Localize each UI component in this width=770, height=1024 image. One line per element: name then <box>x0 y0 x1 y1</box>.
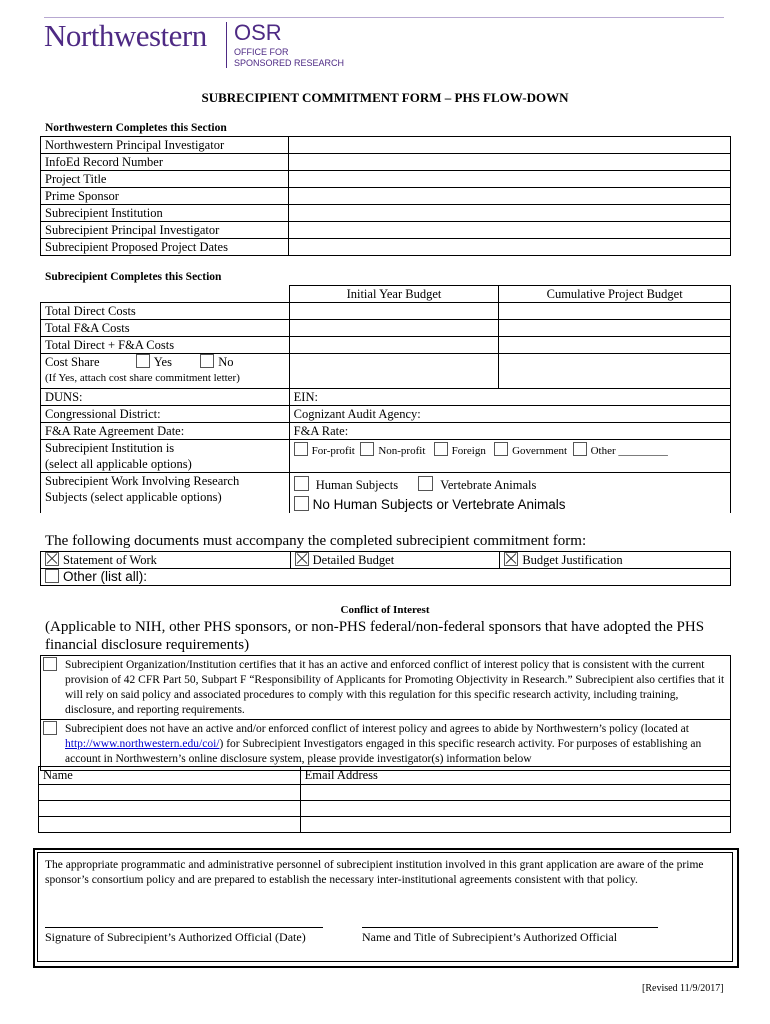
table-row <box>41 239 731 256</box>
budget-header-row <box>41 286 731 303</box>
row-label: Prime Sponsor <box>41 188 289 205</box>
email-field[interactable] <box>300 785 730 801</box>
table-row <box>41 569 731 586</box>
no-label: No <box>218 355 234 369</box>
name-header: Name <box>39 767 301 785</box>
email-field[interactable] <box>300 801 730 817</box>
other-documents-label: Other (list all): <box>63 569 148 584</box>
name-field[interactable] <box>39 801 301 817</box>
row-label: Subrecipient Principal Investigator <box>41 222 289 239</box>
total-fa-label: Total F&A Costs <box>41 320 290 337</box>
coi-no-policy-checkbox[interactable] <box>43 721 57 735</box>
cost-share-label: Cost Share <box>45 355 100 369</box>
pi-field[interactable] <box>288 137 730 154</box>
table-row <box>41 154 731 171</box>
initial-total-field[interactable] <box>289 337 499 354</box>
investigator-table <box>38 766 731 833</box>
acknowledgement-text: The appropriate programmatic and administrative personnel of subrecipient institution involved in this grant application are aware of the prime sponsor’s consortium policy and are prepared to establish the necessary inter-institutional agreements consistent with that policy. <box>45 859 704 886</box>
other-documents-checkbox[interactable] <box>45 569 59 583</box>
prime-sponsor-field[interactable] <box>288 188 730 205</box>
coi-option-row <box>41 656 731 720</box>
row-label: Subrecipient Proposed Project Dates <box>41 239 289 256</box>
cost-share-no-checkbox[interactable] <box>200 354 214 368</box>
section2-label: Subrecipient Completes this Section <box>45 271 222 283</box>
initial-cost-share-field[interactable] <box>289 354 499 389</box>
email-field[interactable] <box>300 817 730 833</box>
signature-line[interactable] <box>45 927 323 928</box>
human-subjects-checkbox[interactable] <box>294 476 309 491</box>
non-profit-checkbox[interactable] <box>360 442 374 456</box>
foreign-checkbox[interactable] <box>434 442 448 456</box>
cognizant-label[interactable]: Cognizant Audit Agency: <box>289 406 730 423</box>
section2-table <box>40 285 731 513</box>
coi-policy-checkbox[interactable] <box>43 657 57 671</box>
table-row <box>41 171 731 188</box>
no-human-vertebrate-checkbox[interactable] <box>294 496 309 511</box>
non-profit-label: Non-profit <box>378 445 426 457</box>
total-direct-label: Total Direct Costs <box>41 303 290 320</box>
human-subjects-label: Human Subjects <box>315 478 399 492</box>
section1-label: Northwestern Completes this Section <box>45 122 227 134</box>
other-label: Other _________ <box>590 445 668 457</box>
table-row <box>41 552 731 569</box>
cumulative-fa-field[interactable] <box>499 320 731 337</box>
cumulative-direct-field[interactable] <box>499 303 731 320</box>
row-label: Project Title <box>41 171 289 188</box>
foreign-label: Foreign <box>451 445 486 457</box>
coi-options-table <box>40 655 731 771</box>
coi-option-row <box>41 720 731 771</box>
other-checkbox[interactable] <box>573 442 587 456</box>
osr-subtitle-line-1: OFFICE FOR <box>234 47 289 57</box>
table-row <box>41 337 731 354</box>
logo-divider <box>226 22 227 68</box>
vertebrate-animals-checkbox[interactable] <box>418 476 433 491</box>
table-row <box>41 137 731 154</box>
table-row <box>41 320 731 337</box>
coi-label: Conflict of Interest <box>340 604 430 616</box>
project-dates-field[interactable] <box>288 239 730 256</box>
cost-share-note: (If Yes, attach cost share commitment letter) <box>45 372 240 384</box>
no-human-vertebrate-label: No Human Subjects or Vertebrate Animals <box>312 497 566 512</box>
row-label: Northwestern Principal Investigator <box>41 137 289 154</box>
table-row <box>39 785 731 801</box>
name-title-label: Name and Title of Subrecipient’s Authorized Official <box>362 930 618 944</box>
detailed-budget-label: Detailed Budget <box>312 553 395 567</box>
coi-no-policy-text-cont: ) for Subrecipient Investigators engaged in this specific research activity. For purposes of establishing an account in Northwestern’s online disclosure system, please provide investigator(s) information below <box>65 738 702 765</box>
institution-type-hint: (select all applicable options) <box>45 457 192 471</box>
table-row <box>39 817 731 833</box>
budget-justification-checkbox[interactable] <box>504 552 518 566</box>
cumulative-budget-header: Cumulative Project Budget <box>499 286 731 303</box>
name-field[interactable] <box>39 785 301 801</box>
fa-date-label: F&A Rate Agreement Date: <box>41 423 290 440</box>
government-label: Government <box>512 445 568 457</box>
initial-fa-field[interactable] <box>289 320 499 337</box>
table-row <box>41 473 731 514</box>
coi-policy-link[interactable]: http://www.northwestern.edu/coi/ <box>65 738 220 750</box>
table-row <box>41 406 731 423</box>
osr-logo: OSR <box>234 20 282 45</box>
email-header: Email Address <box>300 767 730 785</box>
section1-table <box>40 136 731 256</box>
vertebrate-animals-label: Vertebrate Animals <box>440 478 537 492</box>
institution-type-label: Subrecipient Institution is <box>45 441 175 455</box>
government-checkbox[interactable] <box>494 442 508 456</box>
name-field[interactable] <box>39 817 301 833</box>
table-row <box>41 222 731 239</box>
cost-share-yes-checkbox[interactable] <box>136 354 150 368</box>
for-profit-label: For-profit <box>311 445 355 457</box>
cumulative-total-field[interactable] <box>499 337 731 354</box>
subrecipient-pi-field[interactable] <box>288 222 730 239</box>
revision-date: [Revised 11/9/2017] <box>642 983 724 994</box>
infoed-field[interactable] <box>288 154 730 171</box>
research-subjects-hint: Subjects (select applicable options) <box>45 490 222 504</box>
osr-subtitle-line-2: SPONSORED RESEARCH <box>234 58 345 68</box>
initial-budget-header: Initial Year Budget <box>289 286 499 303</box>
fa-rate-label[interactable]: F&A Rate: <box>289 423 730 440</box>
table-row <box>41 389 731 406</box>
osr-subtitle <box>234 47 344 69</box>
coi-applicable: (Applicable to NIH, other PHS sponsors, or non-PHS federal/non-federal sponsors that have adopted the PHS financial disclosure requirements) <box>45 619 705 653</box>
ein-label[interactable]: EIN: <box>289 389 730 406</box>
coi-policy-text: Subrecipient Organization/Institution certifies that it has an active and enforced conflict of interest policy that is consistent with the current provision of 42 CFR Part 50, Subpart F “Responsibility of Applicants for Promoting Objectivity in Research.” Subrecipient also certifies that it will rely on said policy and associated procedures to comply with this regulation for this specific research activity, including training, disclosure, and reporting requirements. <box>63 656 731 720</box>
total-direct-fa-label: Total Direct + F&A Costs <box>41 337 290 354</box>
project-title-field[interactable] <box>288 171 730 188</box>
statement-of-work-checkbox[interactable] <box>45 552 59 566</box>
yes-label: Yes <box>153 355 172 369</box>
congressional-label: Congressional District: <box>41 406 290 423</box>
table-row <box>39 767 731 785</box>
budget-justification-label: Budget Justification <box>522 553 623 567</box>
table-row <box>39 801 731 817</box>
detailed-budget-checkbox[interactable] <box>295 552 309 566</box>
research-subjects-label: Subrecipient Work Involving Research <box>45 474 240 488</box>
documents-heading: The following documents must accompany the completed subrecipient commitment form: <box>45 533 587 549</box>
table-row <box>41 440 731 473</box>
coi-no-policy-text: Subrecipient does not have an active and/or enforced conflict of interest policy and agrees to abide by Northwestern’s policy (located at <box>65 723 689 735</box>
statement-of-work-label: Statement of Work <box>63 553 157 567</box>
for-profit-checkbox[interactable] <box>294 442 308 456</box>
row-label: Subrecipient Institution <box>41 205 289 222</box>
table-row <box>41 303 731 320</box>
name-title-line[interactable] <box>362 927 658 928</box>
duns-label: DUNS: <box>41 389 290 406</box>
signature-label: Signature of Subrecipient’s Authorized Official (Date) <box>45 930 306 944</box>
table-row <box>41 205 731 222</box>
table-row <box>41 354 731 389</box>
initial-direct-field[interactable] <box>289 303 499 320</box>
cumulative-cost-share-field[interactable] <box>499 354 731 389</box>
northwestern-logo: Northwestern <box>44 18 207 53</box>
subrecipient-institution-field[interactable] <box>288 205 730 222</box>
table-row <box>41 188 731 205</box>
table-row <box>41 423 731 440</box>
documents-table <box>40 551 731 586</box>
row-label: InfoEd Record Number <box>41 154 289 171</box>
form-title: SUBRECIPIENT COMMITMENT FORM – PHS FLOW-DOWN <box>201 90 569 105</box>
